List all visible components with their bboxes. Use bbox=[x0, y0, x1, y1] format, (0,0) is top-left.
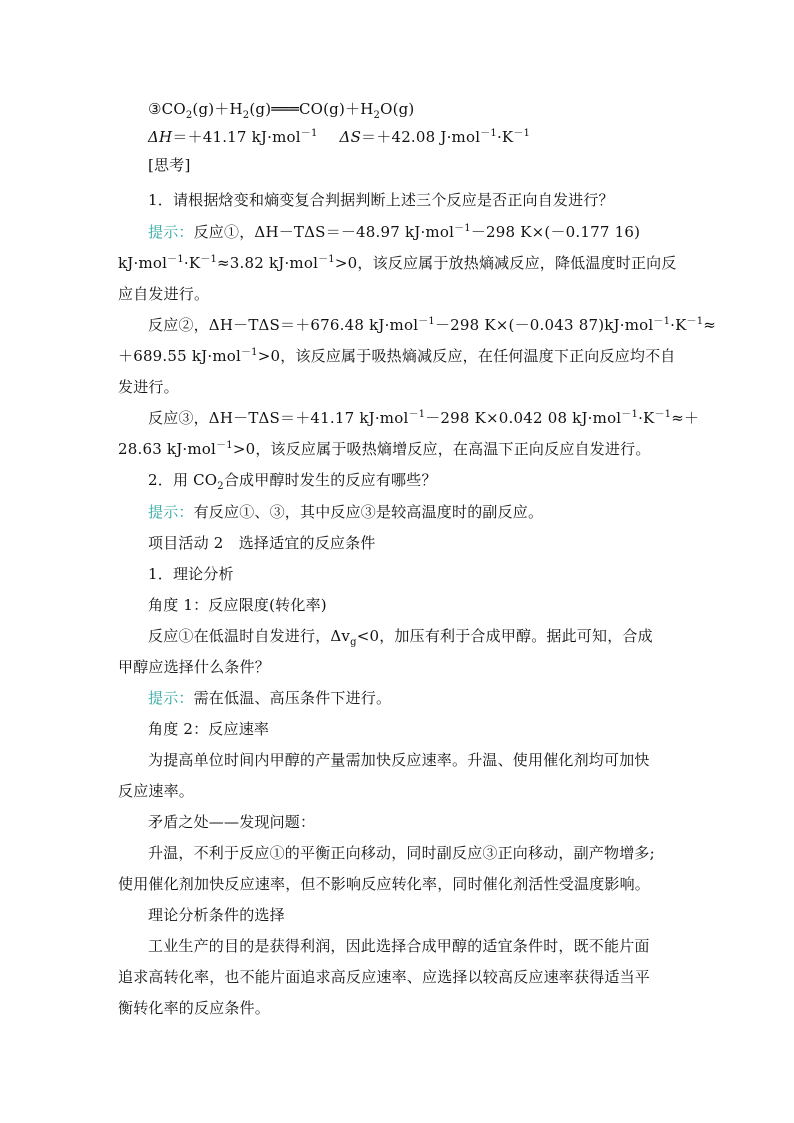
paragraph-1-line-1: 反应①在低温时自发进行，$\Delta v_g<0$，加压有利于合成甲醇。据此可知，合成 bbox=[148, 627, 653, 648]
think-header: [思考] bbox=[148, 156, 191, 174]
paragraph-3-line-2: 使用催化剂加快反应速率，但不影响反应转化率，同时催化剂活性受温度影响。 bbox=[118, 875, 651, 893]
paragraph-2-line-1: 为提高单位时间内甲醇的产量需加快反应速率。升温、使用催化剂均可加快 bbox=[148, 751, 650, 769]
theory-heading: 1．理论分析 bbox=[148, 565, 234, 583]
reaction-3-line-1: 反应③，ΔH－TΔS＝＋41.17 kJ·mol$^{-1}$－298 K×0.042 08 $kJ\cdot mol^{-1}\cdot K^{-1}\approx+$ bbox=[148, 409, 700, 427]
reaction-2-line-2: ＋689.55 kJ·mol$^{-1}$>0，该反应属于吸热熵减反应，在任何温度下正向反应均不自 bbox=[118, 347, 676, 365]
paragraph-4-line-2: 追求高转化率，也不能片面追求高反应速率、应选择以较高反应速率获得适当平 bbox=[118, 968, 651, 986]
angle-1-heading: 角度 1：反应限度(转化率) bbox=[148, 596, 327, 614]
hint-1-line-1: 提示：反应①，ΔH－TΔS＝－48.97 kJ·mol$^{-1}$－298 K×(－0.177 16) bbox=[148, 223, 641, 241]
hint-label: 提示： bbox=[148, 223, 194, 241]
reaction-3-equation: $③CO_2(g)+H_2(g)═══CO(g)+H_2O(g)$ bbox=[148, 100, 415, 121]
angle-2-heading: 角度 2：反应速率 bbox=[148, 720, 270, 738]
question-1: 1．请根据焓变和熵变复合判据判断上述三个反应是否正向自发进行？ bbox=[148, 191, 614, 209]
question-2: 2．用 $CO_2$合成甲醇时发生的反应有哪些？ bbox=[148, 471, 437, 492]
reaction-3-thermo: ΔH＝＋41.17 kJ·mol$^{-1}$ ΔS＝＋42.08 $J\cdot mol^{-1}\cdot K^{-1}$ bbox=[148, 128, 531, 146]
paragraph-4-line-1: 工业生产的目的是获得利润，因此选择合成甲醇的适宜条件时，既不能片面 bbox=[148, 937, 650, 955]
activity-2-heading: 项目活动 2 选择适宜的反应条件 bbox=[148, 534, 376, 552]
hint-1-line-3: 应自发进行。 bbox=[118, 285, 210, 303]
hint-2: 提示：有反应①、③，其中反应③是较高温度时的副反应。 bbox=[148, 503, 544, 521]
reaction-2-line-3: 发进行。 bbox=[118, 378, 179, 396]
hint-3: 提示：需在低温、高压条件下进行。 bbox=[148, 689, 392, 707]
contradiction-heading: 矛盾之处——发现问题： bbox=[148, 813, 316, 831]
paragraph-4-line-3: 衡转化率的反应条件。 bbox=[118, 999, 271, 1017]
paragraph-3-line-1: 升温，不利于反应①的平衡正向移动，同时副反应③正向移动，副产物增多; bbox=[148, 844, 655, 862]
selection-heading: 理论分析条件的选择 bbox=[148, 906, 285, 924]
reaction-2-line-1: 反应②，ΔH－TΔS＝＋676.48 kJ·mol$^{-1}$－298 K×(－0.043 $87)kJ\cdot mol^{-1}\cdot K^{-1}\approx$ bbox=[148, 316, 717, 334]
hint-label: 提示： bbox=[148, 503, 194, 521]
hint-1-line-2: $kJ\cdot mol^{-1}\cdot K^{-1}\approx 3.82$ kJ·mol$^{-1}$>0，该反应属于放热熵减反应，降低温度时正向反 bbox=[118, 254, 677, 272]
paragraph-1-line-2: 甲醇应选择什么条件？ bbox=[118, 658, 271, 676]
reaction-3-line-2: 28.63 kJ·mol$^{-1}$>0，该反应属于吸热熵增反应，在高温下正向反应自发进行。 bbox=[118, 440, 651, 458]
paragraph-2-line-2: 反应速率。 bbox=[118, 782, 195, 800]
hint-label: 提示： bbox=[148, 689, 194, 707]
